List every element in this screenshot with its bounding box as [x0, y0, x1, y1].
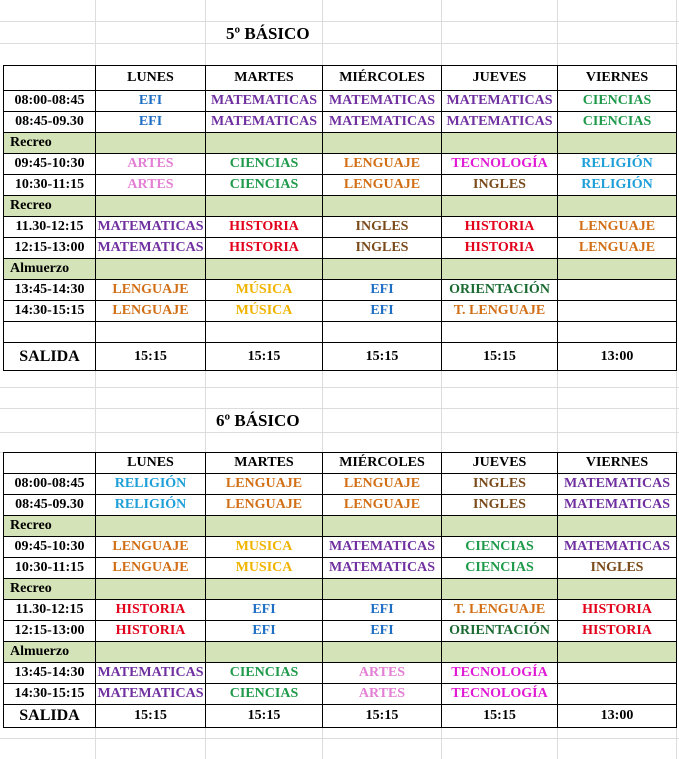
break-label: Recreo — [4, 516, 96, 537]
subject-cell: LENGUAJE — [206, 474, 323, 495]
subject-cell: LENGUAJE — [558, 217, 677, 238]
subject-cell: MATEMATICAS — [323, 91, 442, 112]
time-slot: 09:45-10:30 — [4, 537, 96, 558]
empty-cell — [206, 322, 323, 343]
subject-cell: TECNOLOGÍA — [442, 684, 558, 705]
exit-time: 15:15 — [206, 705, 323, 728]
break-label: Recreo — [4, 133, 96, 154]
schedule-table-6-basico — [3, 452, 677, 728]
subject-cell: HISTORIA — [96, 600, 206, 621]
break-cell — [442, 579, 558, 600]
break-label: Recreo — [4, 196, 96, 217]
subject-cell: EFI — [96, 91, 206, 112]
subject-cell: HISTORIA — [558, 621, 677, 642]
blank-row — [4, 322, 677, 343]
subject-cell: ARTES — [323, 684, 442, 705]
sheet-gridline — [0, 21, 679, 22]
subject-cell: HISTORIA — [442, 238, 558, 259]
subject-cell: ORIENTACIÓN — [442, 280, 558, 301]
break-cell — [206, 579, 323, 600]
break-cell — [96, 516, 206, 537]
class-row — [4, 112, 677, 133]
break-cell — [206, 642, 323, 663]
exit-time: 13:00 — [558, 343, 677, 371]
day-header: JUEVES — [442, 453, 558, 474]
subject-cell: CIENCIAS — [206, 175, 323, 196]
subject-cell: CIENCIAS — [206, 663, 323, 684]
day-header: VIERNES — [558, 453, 677, 474]
subject-cell: EFI — [323, 621, 442, 642]
break-cell — [442, 642, 558, 663]
subject-cell: INGLES — [323, 238, 442, 259]
class-row — [4, 537, 677, 558]
time-slot: 08:00-08:45 — [4, 91, 96, 112]
class-row — [4, 474, 677, 495]
subject-cell: INGLES — [323, 217, 442, 238]
schedule-title: 6º BÁSICO — [216, 411, 300, 430]
subject-cell: MATEMATICAS — [323, 537, 442, 558]
break-cell — [558, 133, 677, 154]
exit-label: SALIDA — [4, 705, 96, 728]
subject-cell: LENGUAJE — [96, 558, 206, 579]
subject-cell: MATEMATICAS — [442, 91, 558, 112]
subject-cell: MATEMATICAS — [206, 112, 323, 133]
break-cell — [323, 516, 442, 537]
break-row — [4, 133, 677, 154]
day-header: MIÉRCOLES — [323, 453, 442, 474]
break-label: Recreo — [4, 579, 96, 600]
time-slot: 12:15-13:00 — [4, 621, 96, 642]
time-slot: 08:00-08:45 — [4, 474, 96, 495]
class-row — [4, 621, 677, 642]
empty-cell — [96, 322, 206, 343]
time-slot: 13:45-14:30 — [4, 663, 96, 684]
day-header: LUNES — [96, 66, 206, 91]
empty-cell — [4, 322, 96, 343]
class-row — [4, 175, 677, 196]
class-row — [4, 280, 677, 301]
subject-cell: CIENCIAS — [442, 558, 558, 579]
exit-label: SALIDA — [4, 343, 96, 371]
time-slot: 08:45-09.30 — [4, 495, 96, 516]
class-row — [4, 154, 677, 175]
day-header: MIÉRCOLES — [323, 66, 442, 91]
exit-time: 15:15 — [206, 343, 323, 371]
break-cell — [323, 196, 442, 217]
break-cell — [558, 259, 677, 280]
sheet-gridline — [0, 432, 679, 433]
subject-cell: RELIGIÓN — [96, 495, 206, 516]
break-cell — [206, 516, 323, 537]
exit-time: 13:00 — [558, 705, 677, 728]
subject-cell: MATEMATICAS — [206, 91, 323, 112]
break-cell — [96, 133, 206, 154]
subject-cell: HISTORIA — [206, 217, 323, 238]
subject-cell: HISTORIA — [442, 217, 558, 238]
class-row — [4, 91, 677, 112]
subject-cell: MATEMATICAS — [323, 558, 442, 579]
exit-time: 15:15 — [442, 705, 558, 728]
subject-cell: MUSICA — [206, 537, 323, 558]
break-cell — [323, 259, 442, 280]
subject-cell — [558, 301, 677, 322]
subject-cell: MATEMATICAS — [558, 537, 677, 558]
break-cell — [442, 196, 558, 217]
time-slot: 09:45-10:30 — [4, 154, 96, 175]
subject-cell: MÚSICA — [206, 301, 323, 322]
subject-cell — [558, 663, 677, 684]
break-label: Almuerzo — [4, 259, 96, 280]
subject-cell: MATEMATICAS — [96, 684, 206, 705]
time-slot: 14:30-15:15 — [4, 684, 96, 705]
header-row — [4, 66, 677, 91]
subject-cell: EFI — [206, 621, 323, 642]
time-slot: 14:30-15:15 — [4, 301, 96, 322]
time-slot: 08:45-09.30 — [4, 112, 96, 133]
time-slot: 13:45-14:30 — [4, 280, 96, 301]
exit-time: 15:15 — [96, 343, 206, 371]
break-row — [4, 516, 677, 537]
subject-cell: T. LENGUAJE — [442, 600, 558, 621]
subject-cell: EFI — [323, 600, 442, 621]
break-cell — [96, 579, 206, 600]
break-label: Almuerzo — [4, 642, 96, 663]
break-cell — [206, 133, 323, 154]
day-header: VIERNES — [558, 66, 677, 91]
schedule-title: 5º BÁSICO — [226, 24, 310, 43]
subject-cell — [558, 684, 677, 705]
subject-cell: MATEMATICAS — [96, 217, 206, 238]
break-cell — [323, 133, 442, 154]
subject-cell: MATEMATICAS — [558, 495, 677, 516]
time-slot: 12:15-13:00 — [4, 238, 96, 259]
subject-cell: INGLES — [442, 474, 558, 495]
subject-cell: EFI — [96, 112, 206, 133]
exit-time: 15:15 — [323, 705, 442, 728]
class-row — [4, 238, 677, 259]
class-row — [4, 600, 677, 621]
break-cell — [442, 133, 558, 154]
sheet-gridline — [0, 387, 679, 388]
subject-cell: EFI — [206, 600, 323, 621]
class-row — [4, 217, 677, 238]
subject-cell: EFI — [323, 301, 442, 322]
break-cell — [96, 196, 206, 217]
break-row — [4, 196, 677, 217]
break-cell — [206, 196, 323, 217]
break-cell — [558, 196, 677, 217]
exit-time: 15:15 — [323, 343, 442, 371]
break-cell — [96, 642, 206, 663]
subject-cell: HISTORIA — [206, 238, 323, 259]
subject-cell: EFI — [323, 280, 442, 301]
subject-cell: LENGUAJE — [96, 537, 206, 558]
class-row — [4, 495, 677, 516]
subject-cell: MATEMATICAS — [442, 112, 558, 133]
header-row — [4, 453, 677, 474]
subject-cell: LENGUAJE — [323, 495, 442, 516]
break-cell — [558, 579, 677, 600]
subject-cell: ARTES — [323, 663, 442, 684]
subject-cell: CIENCIAS — [558, 91, 677, 112]
time-slot: 11.30-12:15 — [4, 600, 96, 621]
subject-cell: LENGUAJE — [323, 175, 442, 196]
subject-cell — [558, 280, 677, 301]
exit-row — [4, 343, 677, 371]
break-row — [4, 579, 677, 600]
time-slot: 10:30-11:15 — [4, 558, 96, 579]
class-row — [4, 558, 677, 579]
break-cell — [442, 259, 558, 280]
break-row — [4, 642, 677, 663]
subject-cell: HISTORIA — [96, 621, 206, 642]
day-header: LUNES — [96, 453, 206, 474]
break-cell — [323, 642, 442, 663]
break-cell — [96, 259, 206, 280]
subject-cell: ARTES — [96, 154, 206, 175]
class-row — [4, 684, 677, 705]
break-cell — [323, 579, 442, 600]
subject-cell: MATEMATICAS — [96, 238, 206, 259]
subject-cell: LENGUAJE — [206, 495, 323, 516]
break-row — [4, 259, 677, 280]
exit-time: 15:15 — [442, 343, 558, 371]
subject-cell: MUSICA — [206, 558, 323, 579]
subject-cell: CIENCIAS — [442, 537, 558, 558]
subject-cell: LENGUAJE — [96, 280, 206, 301]
subject-cell: LENGUAJE — [323, 474, 442, 495]
exit-time: 15:15 — [96, 705, 206, 728]
subject-cell: INGLES — [442, 495, 558, 516]
subject-cell: CIENCIAS — [558, 112, 677, 133]
header-corner-cell — [4, 453, 96, 474]
subject-cell: TECNOLOGÍA — [442, 663, 558, 684]
break-cell — [442, 516, 558, 537]
time-slot: 11.30-12:15 — [4, 217, 96, 238]
sheet-gridline — [0, 408, 679, 409]
subject-cell: RELIGIÓN — [96, 474, 206, 495]
day-header: MARTES — [206, 453, 323, 474]
subject-cell: LENGUAJE — [323, 154, 442, 175]
empty-cell — [323, 322, 442, 343]
subject-cell: ARTES — [96, 175, 206, 196]
subject-cell: MATEMATICAS — [323, 112, 442, 133]
subject-cell: LENGUAJE — [96, 301, 206, 322]
break-cell — [558, 516, 677, 537]
subject-cell: TECNOLOGÍA — [442, 154, 558, 175]
subject-cell: RELIGIÓN — [558, 175, 677, 196]
subject-cell: ORIENTACIÓN — [442, 621, 558, 642]
day-header: MARTES — [206, 66, 323, 91]
empty-cell — [442, 322, 558, 343]
subject-cell: HISTORIA — [558, 600, 677, 621]
subject-cell: MATEMATICAS — [558, 474, 677, 495]
header-corner-cell — [4, 66, 96, 91]
subject-cell: T. LENGUAJE — [442, 301, 558, 322]
break-cell — [206, 259, 323, 280]
subject-cell: RELIGIÓN — [558, 154, 677, 175]
break-cell — [558, 642, 677, 663]
subject-cell: MATEMATICAS — [96, 663, 206, 684]
subject-cell: MÚSICA — [206, 280, 323, 301]
subject-cell: INGLES — [442, 175, 558, 196]
class-row — [4, 663, 677, 684]
subject-cell: INGLES — [558, 558, 677, 579]
sheet-gridline — [0, 738, 679, 739]
time-slot: 10:30-11:15 — [4, 175, 96, 196]
exit-row — [4, 705, 677, 728]
subject-cell: CIENCIAS — [206, 154, 323, 175]
schedule-table-5-basico — [3, 65, 677, 371]
subject-cell: LENGUAJE — [558, 238, 677, 259]
day-header: JUEVES — [442, 66, 558, 91]
class-row — [4, 301, 677, 322]
sheet-gridline — [0, 43, 679, 44]
subject-cell: CIENCIAS — [206, 684, 323, 705]
empty-cell — [558, 322, 677, 343]
